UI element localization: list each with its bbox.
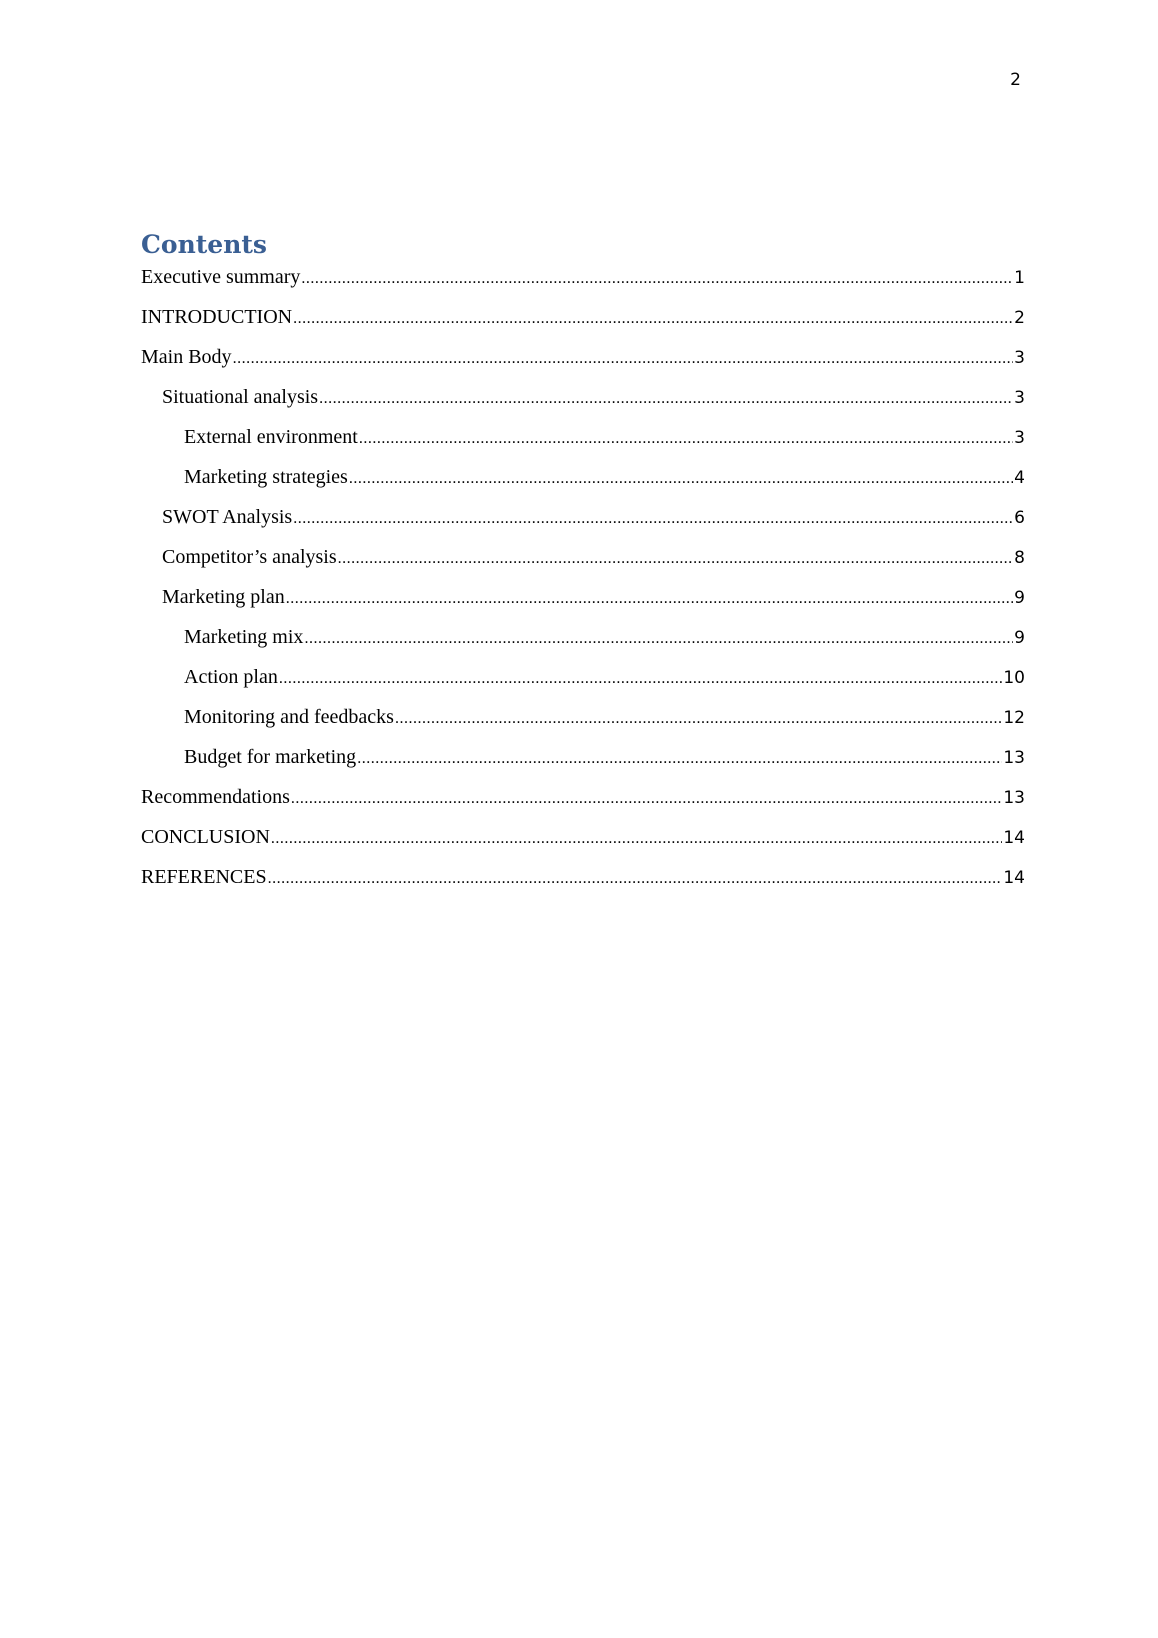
- toc-dot-leader: [233, 348, 1014, 370]
- toc-entry-executive-summary[interactable]: [141, 266, 1025, 306]
- toc-entry-label: Competitor’s analysis: [162, 546, 337, 568]
- toc-entry-label: Main Body: [141, 346, 232, 368]
- toc-entry-label: Executive summary: [141, 266, 301, 288]
- toc-entry-label: SWOT Analysis: [162, 506, 293, 528]
- toc-entry-references[interactable]: [141, 866, 1025, 906]
- toc-entry-label: Marketing mix: [184, 626, 304, 648]
- toc-dot-leader: [359, 428, 1013, 450]
- toc-dot-leader: [291, 788, 1003, 810]
- toc-dot-leader: [349, 468, 1013, 490]
- toc-entry-page: 2: [1014, 308, 1025, 328]
- toc-entry-action-plan[interactable]: [141, 666, 1025, 706]
- toc-entry-page: 3: [1014, 388, 1025, 408]
- toc-entry-introduction[interactable]: [141, 306, 1025, 346]
- toc-entry-recommendations[interactable]: [141, 786, 1025, 826]
- toc-entry-page: 4: [1014, 468, 1025, 488]
- toc-entry-page: 14: [1003, 868, 1025, 888]
- toc-entry-page: 9: [1014, 588, 1025, 608]
- toc-entry-page: 12: [1003, 708, 1025, 728]
- toc-entry-main-body[interactable]: [141, 346, 1025, 386]
- toc-dot-leader: [271, 828, 1002, 850]
- toc-entry-page: 1: [1014, 268, 1025, 288]
- toc-entry-page: 10: [1003, 668, 1025, 688]
- toc-entry-label: INTRODUCTION: [141, 306, 293, 328]
- toc-entry-swot-analysis[interactable]: [141, 506, 1025, 546]
- toc-entry-marketing-strategies[interactable]: [141, 466, 1025, 506]
- toc-entry-label: Monitoring and feedbacks: [184, 706, 394, 728]
- toc-dot-leader: [357, 748, 1002, 770]
- toc-dot-leader: [301, 268, 1013, 290]
- toc-dot-leader: [279, 668, 1002, 690]
- toc-dot-leader: [293, 308, 1013, 330]
- toc-dot-leader: [338, 548, 1014, 570]
- toc-entry-page: 9: [1014, 628, 1025, 648]
- toc-entry-marketing-plan[interactable]: [141, 586, 1025, 626]
- toc-dot-leader: [304, 628, 1013, 650]
- toc-entry-label: CONCLUSION: [141, 826, 270, 848]
- toc-entry-page: 6: [1014, 508, 1025, 528]
- toc-dot-leader: [395, 708, 1002, 730]
- table-of-contents: [141, 228, 1025, 906]
- toc-entry-conclusion[interactable]: [141, 826, 1025, 866]
- toc-entry-page: 14: [1003, 828, 1025, 848]
- toc-entry-label: Recommendations: [141, 786, 290, 808]
- toc-dot-leader: [268, 868, 1003, 890]
- toc-list: [141, 266, 1025, 906]
- toc-entry-page: 3: [1014, 428, 1025, 448]
- toc-entry-monitoring-and-feedbacks[interactable]: [141, 706, 1025, 746]
- toc-entry-budget-for-marketing[interactable]: [141, 746, 1025, 786]
- toc-entry-competitors-analysis[interactable]: [141, 546, 1025, 586]
- page-number: 2: [1010, 70, 1021, 90]
- toc-entry-label: Budget for marketing: [184, 746, 357, 768]
- toc-entry-label: Marketing strategies: [184, 466, 348, 488]
- toc-dot-leader: [286, 588, 1013, 610]
- toc-entry-page: 3: [1014, 348, 1025, 368]
- toc-dot-leader: [319, 388, 1013, 410]
- toc-entry-page: 13: [1003, 788, 1025, 808]
- toc-entry-label: Situational analysis: [162, 386, 319, 408]
- toc-entry-label: Marketing plan: [162, 586, 285, 608]
- toc-dot-leader: [293, 508, 1013, 530]
- toc-entry-page: 13: [1003, 748, 1025, 768]
- toc-entry-page: 8: [1014, 548, 1025, 568]
- toc-entry-external-environment[interactable]: [141, 426, 1025, 466]
- toc-entry-label: Action plan: [184, 666, 278, 688]
- toc-entry-marketing-mix[interactable]: [141, 626, 1025, 666]
- toc-entry-situational-analysis[interactable]: [141, 386, 1025, 426]
- toc-entry-label: External environment: [184, 426, 358, 448]
- toc-title: Contents: [141, 230, 268, 259]
- toc-entry-label: REFERENCES: [141, 866, 267, 888]
